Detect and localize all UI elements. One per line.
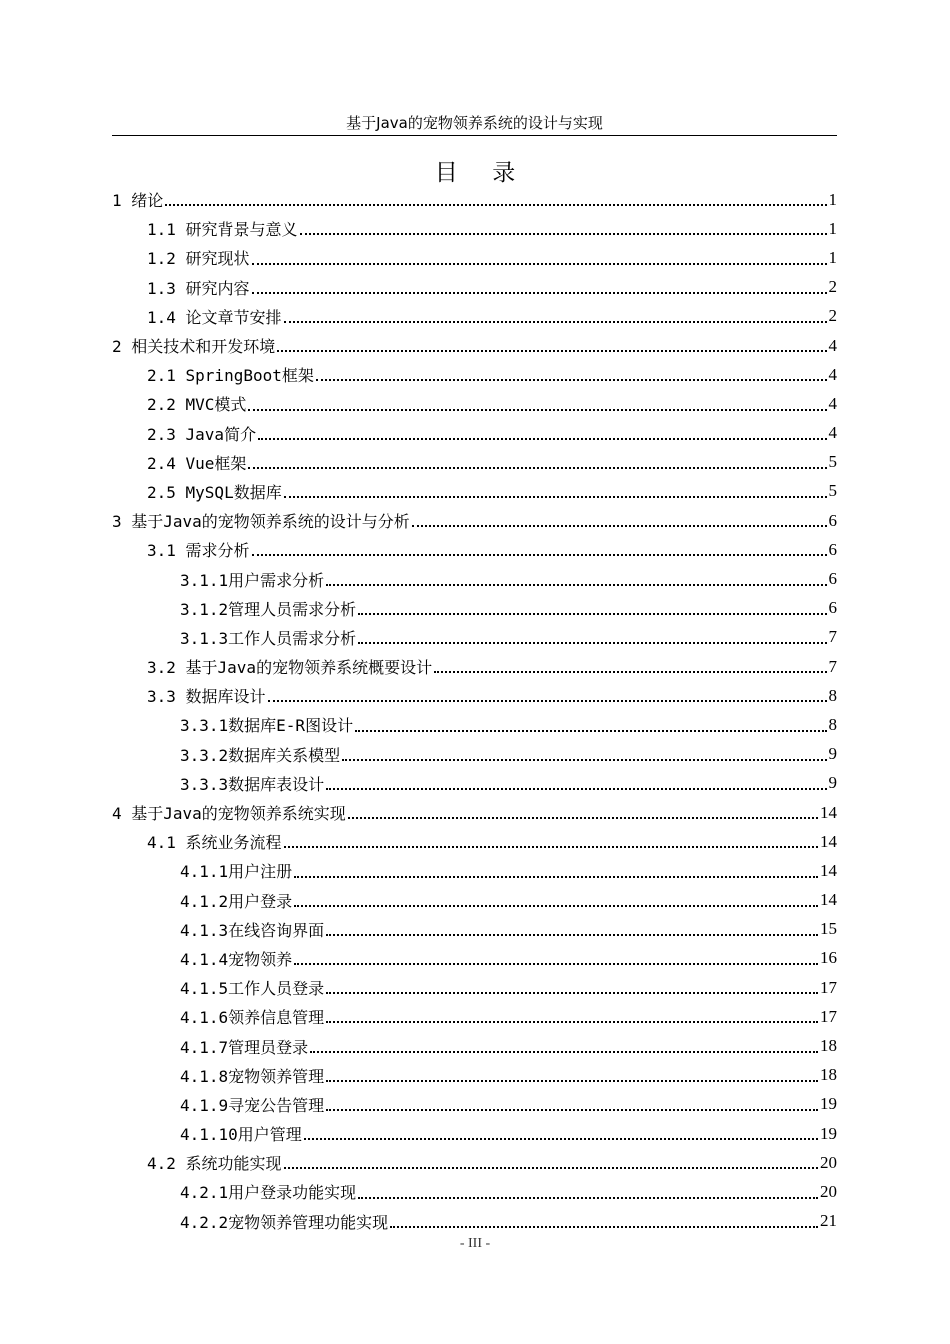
toc-entry-page: 7 xyxy=(828,627,837,647)
toc-entry-label: 4.2 系统功能实现 xyxy=(147,1154,282,1174)
toc-entry[interactable] xyxy=(112,1090,837,1119)
toc-entry-page: 20 xyxy=(820,1181,837,1201)
toc-entry-page: 17 xyxy=(820,977,837,997)
toc-entry-page: 2 xyxy=(828,306,837,326)
toc-entry-label: 4.1.2用户登录 xyxy=(180,891,293,911)
toc-entry-page: 21 xyxy=(820,1211,837,1231)
toc-entry-page: 4 xyxy=(828,393,837,413)
toc-dot-leader xyxy=(326,788,826,790)
toc-entry-page: 19 xyxy=(820,1094,837,1114)
toc-entry-label: 4.1.4宠物领养 xyxy=(180,949,293,969)
toc-dot-leader xyxy=(304,1138,818,1140)
toc-entry[interactable] xyxy=(112,944,837,973)
toc-entry-page: 18 xyxy=(820,1036,837,1056)
toc-entry-label: 3 基于Java的宠物领养系统的设计与分析 xyxy=(112,512,410,532)
toc-dot-leader xyxy=(326,1080,818,1082)
toc-dot-leader xyxy=(268,700,827,702)
toc-dot-leader xyxy=(258,438,826,440)
toc-dot-leader xyxy=(294,876,818,878)
toc-entry-label: 4.2.2宠物领养管理功能实现 xyxy=(180,1212,389,1232)
toc-entry-page: 1 xyxy=(828,218,837,238)
toc-entry-label: 1.2 研究现状 xyxy=(147,249,250,269)
toc-entry-label: 2.2 MVC模式 xyxy=(147,395,247,415)
toc-dot-leader xyxy=(277,350,826,352)
toc-dot-leader xyxy=(390,1226,818,1228)
toc-entry[interactable] xyxy=(112,1207,837,1236)
toc-dot-leader xyxy=(326,934,818,936)
toc-entry-page: 9 xyxy=(828,744,837,764)
toc-entry-page: 7 xyxy=(828,656,837,676)
toc-entry-page: 16 xyxy=(820,948,837,968)
toc-entry[interactable] xyxy=(112,389,837,418)
toc-entry-label: 2.3 Java简介 xyxy=(147,424,257,444)
toc-entry-label: 4.1.3在线咨询界面 xyxy=(180,920,325,940)
toc-entry-page: 1 xyxy=(828,189,837,209)
toc-entry-label: 4.1.1用户注册 xyxy=(180,862,293,882)
toc-entry[interactable] xyxy=(112,477,837,506)
toc-entry[interactable] xyxy=(112,214,837,243)
toc-entry[interactable] xyxy=(112,886,837,915)
toc-dot-leader xyxy=(326,1021,818,1023)
toc-entry-page: 5 xyxy=(828,452,837,472)
toc-entry-page: 20 xyxy=(820,1152,837,1172)
toc-entry[interactable] xyxy=(112,915,837,944)
toc-dot-leader xyxy=(248,467,826,469)
toc-entry-page: 5 xyxy=(828,481,837,501)
toc-dot-leader xyxy=(342,759,826,761)
toc-entry-page: 18 xyxy=(820,1065,837,1085)
toc-entry[interactable] xyxy=(112,360,837,389)
toc-entry[interactable] xyxy=(112,331,837,360)
toc-entry-page: 6 xyxy=(828,598,837,618)
toc-entry[interactable] xyxy=(112,594,837,623)
toc-entry-label: 3.3.2数据库关系模型 xyxy=(180,745,341,765)
toc-dot-leader xyxy=(326,584,826,586)
toc-entry[interactable] xyxy=(112,1177,837,1206)
toc-entry[interactable] xyxy=(112,273,837,302)
toc-entry-page: 4 xyxy=(828,423,837,443)
toc-dot-leader xyxy=(355,730,826,732)
toc-dot-leader xyxy=(284,321,827,323)
toc-dot-leader xyxy=(294,963,818,965)
toc-entry-page: 19 xyxy=(820,1123,837,1143)
toc-dot-leader xyxy=(294,905,818,907)
toc-entry[interactable] xyxy=(112,856,837,885)
toc-entry-page: 8 xyxy=(828,714,837,734)
toc-entry-page: 17 xyxy=(820,1006,837,1026)
toc-entry-page: 14 xyxy=(820,831,837,851)
toc-entry[interactable] xyxy=(112,419,837,448)
toc-dot-leader xyxy=(316,379,827,381)
toc-dot-leader xyxy=(252,554,827,556)
toc-entry[interactable] xyxy=(112,1061,837,1090)
toc-dot-leader xyxy=(300,233,827,235)
toc-entry-page: 6 xyxy=(828,569,837,589)
toc-entry-label: 3.1.3工作人员需求分析 xyxy=(180,628,357,648)
toc-entry-page: 4 xyxy=(828,364,837,384)
toc-dot-leader xyxy=(252,263,827,265)
toc-entry-page: 8 xyxy=(828,685,837,705)
toc-entry[interactable] xyxy=(112,681,837,710)
toc-entry-label: 3.3.3数据库表设计 xyxy=(180,774,325,794)
toc-entry[interactable] xyxy=(112,710,837,739)
toc-entry[interactable] xyxy=(112,243,837,272)
toc-dot-leader xyxy=(284,1167,818,1169)
toc-entry-label: 4 基于Java的宠物领养系统实现 xyxy=(112,804,346,824)
toc-entry[interactable] xyxy=(112,1031,837,1060)
toc-dot-leader xyxy=(348,817,818,819)
toc-entry[interactable] xyxy=(112,769,837,798)
toc-entry[interactable] xyxy=(112,827,837,856)
toc-dot-leader xyxy=(358,1197,818,1199)
toc-entry-label: 4.1.9寻宠公告管理 xyxy=(180,1095,325,1115)
toc-entry-page: 15 xyxy=(820,919,837,939)
toc-entry-label: 4.1.10用户管理 xyxy=(180,1125,302,1145)
toc-entry[interactable] xyxy=(112,652,837,681)
toc-dot-leader xyxy=(326,1109,818,1111)
toc-entry-label: 1.1 研究背景与意义 xyxy=(147,220,298,240)
toc-dot-leader xyxy=(358,613,826,615)
toc-entry-label: 4.1 系统业务流程 xyxy=(147,833,282,853)
toc-entry-page: 1 xyxy=(828,247,837,267)
toc-entry[interactable] xyxy=(112,740,837,769)
toc-entry-page: 4 xyxy=(828,335,837,355)
toc-entry-label: 2 相关技术和开发环境 xyxy=(112,337,276,357)
toc-dot-leader xyxy=(326,992,818,994)
toc-entry[interactable] xyxy=(112,798,837,827)
toc-dot-leader xyxy=(310,1051,818,1053)
toc-dot-leader xyxy=(284,846,818,848)
toc-entry[interactable] xyxy=(112,506,837,535)
toc-entry-label: 3.1.2管理人员需求分析 xyxy=(180,599,357,619)
toc-entry-label: 1 绪论 xyxy=(112,191,164,211)
toc-entry[interactable] xyxy=(112,185,837,214)
toc-list xyxy=(112,185,837,1236)
toc-entry-label: 4.1.8宠物领养管理 xyxy=(180,1066,325,1086)
toc-entry-label: 3.1 需求分析 xyxy=(147,541,250,561)
toc-entry-label: 2.5 MySQL数据库 xyxy=(147,482,282,502)
toc-entry-label: 3.3.1数据库E-R图设计 xyxy=(180,716,354,736)
toc-entry-label: 4.2.1用户登录功能实现 xyxy=(180,1183,357,1203)
toc-entry-label: 1.3 研究内容 xyxy=(147,278,250,298)
toc-entry-page: 14 xyxy=(820,802,837,822)
toc-dot-leader xyxy=(248,409,826,411)
toc-entry-label: 4.1.5工作人员登录 xyxy=(180,979,325,999)
toc-dot-leader xyxy=(165,204,826,206)
toc-entry-page: 14 xyxy=(820,890,837,910)
toc-entry-label: 3.3 数据库设计 xyxy=(147,687,266,707)
toc-dot-leader xyxy=(252,292,827,294)
toc-entry-page: 2 xyxy=(828,277,837,297)
toc-entry-page: 9 xyxy=(828,773,837,793)
toc-entry-page: 14 xyxy=(820,860,837,880)
toc-entry-label: 1.4 论文章节安排 xyxy=(147,307,282,327)
page-header: 基于Java的宠物领养系统的设计与实现 xyxy=(346,114,603,132)
toc-entry[interactable] xyxy=(112,973,837,1002)
toc-title: 目录 xyxy=(434,160,550,186)
toc-dot-leader xyxy=(358,642,826,644)
toc-entry[interactable] xyxy=(112,1148,837,1177)
toc-entry[interactable] xyxy=(112,623,837,652)
toc-entry[interactable] xyxy=(112,535,837,564)
toc-entry-label: 2.4 Vue框架 xyxy=(147,453,247,473)
toc-entry-label: 4.1.7管理员登录 xyxy=(180,1037,309,1057)
page-number: - III - xyxy=(459,1236,491,1251)
toc-dot-leader xyxy=(284,496,827,498)
toc-entry[interactable] xyxy=(112,564,837,593)
toc-dot-leader xyxy=(434,671,826,673)
toc-dot-leader xyxy=(412,525,827,527)
toc-entry-page: 6 xyxy=(828,539,837,559)
toc-entry-label: 3.2 基于Java的宠物领养系统概要设计 xyxy=(147,658,433,678)
toc-entry-page: 6 xyxy=(828,510,837,530)
toc-entry[interactable] xyxy=(112,448,837,477)
toc-entry-label: 3.1.1用户需求分析 xyxy=(180,570,325,590)
toc-entry-label: 2.1 SpringBoot框架 xyxy=(147,366,314,386)
toc-entry[interactable] xyxy=(112,1119,837,1148)
header-rule xyxy=(112,135,837,136)
toc-entry-label: 4.1.6领养信息管理 xyxy=(180,1008,325,1028)
toc-entry[interactable] xyxy=(112,302,837,331)
toc-entry[interactable] xyxy=(112,1002,837,1031)
